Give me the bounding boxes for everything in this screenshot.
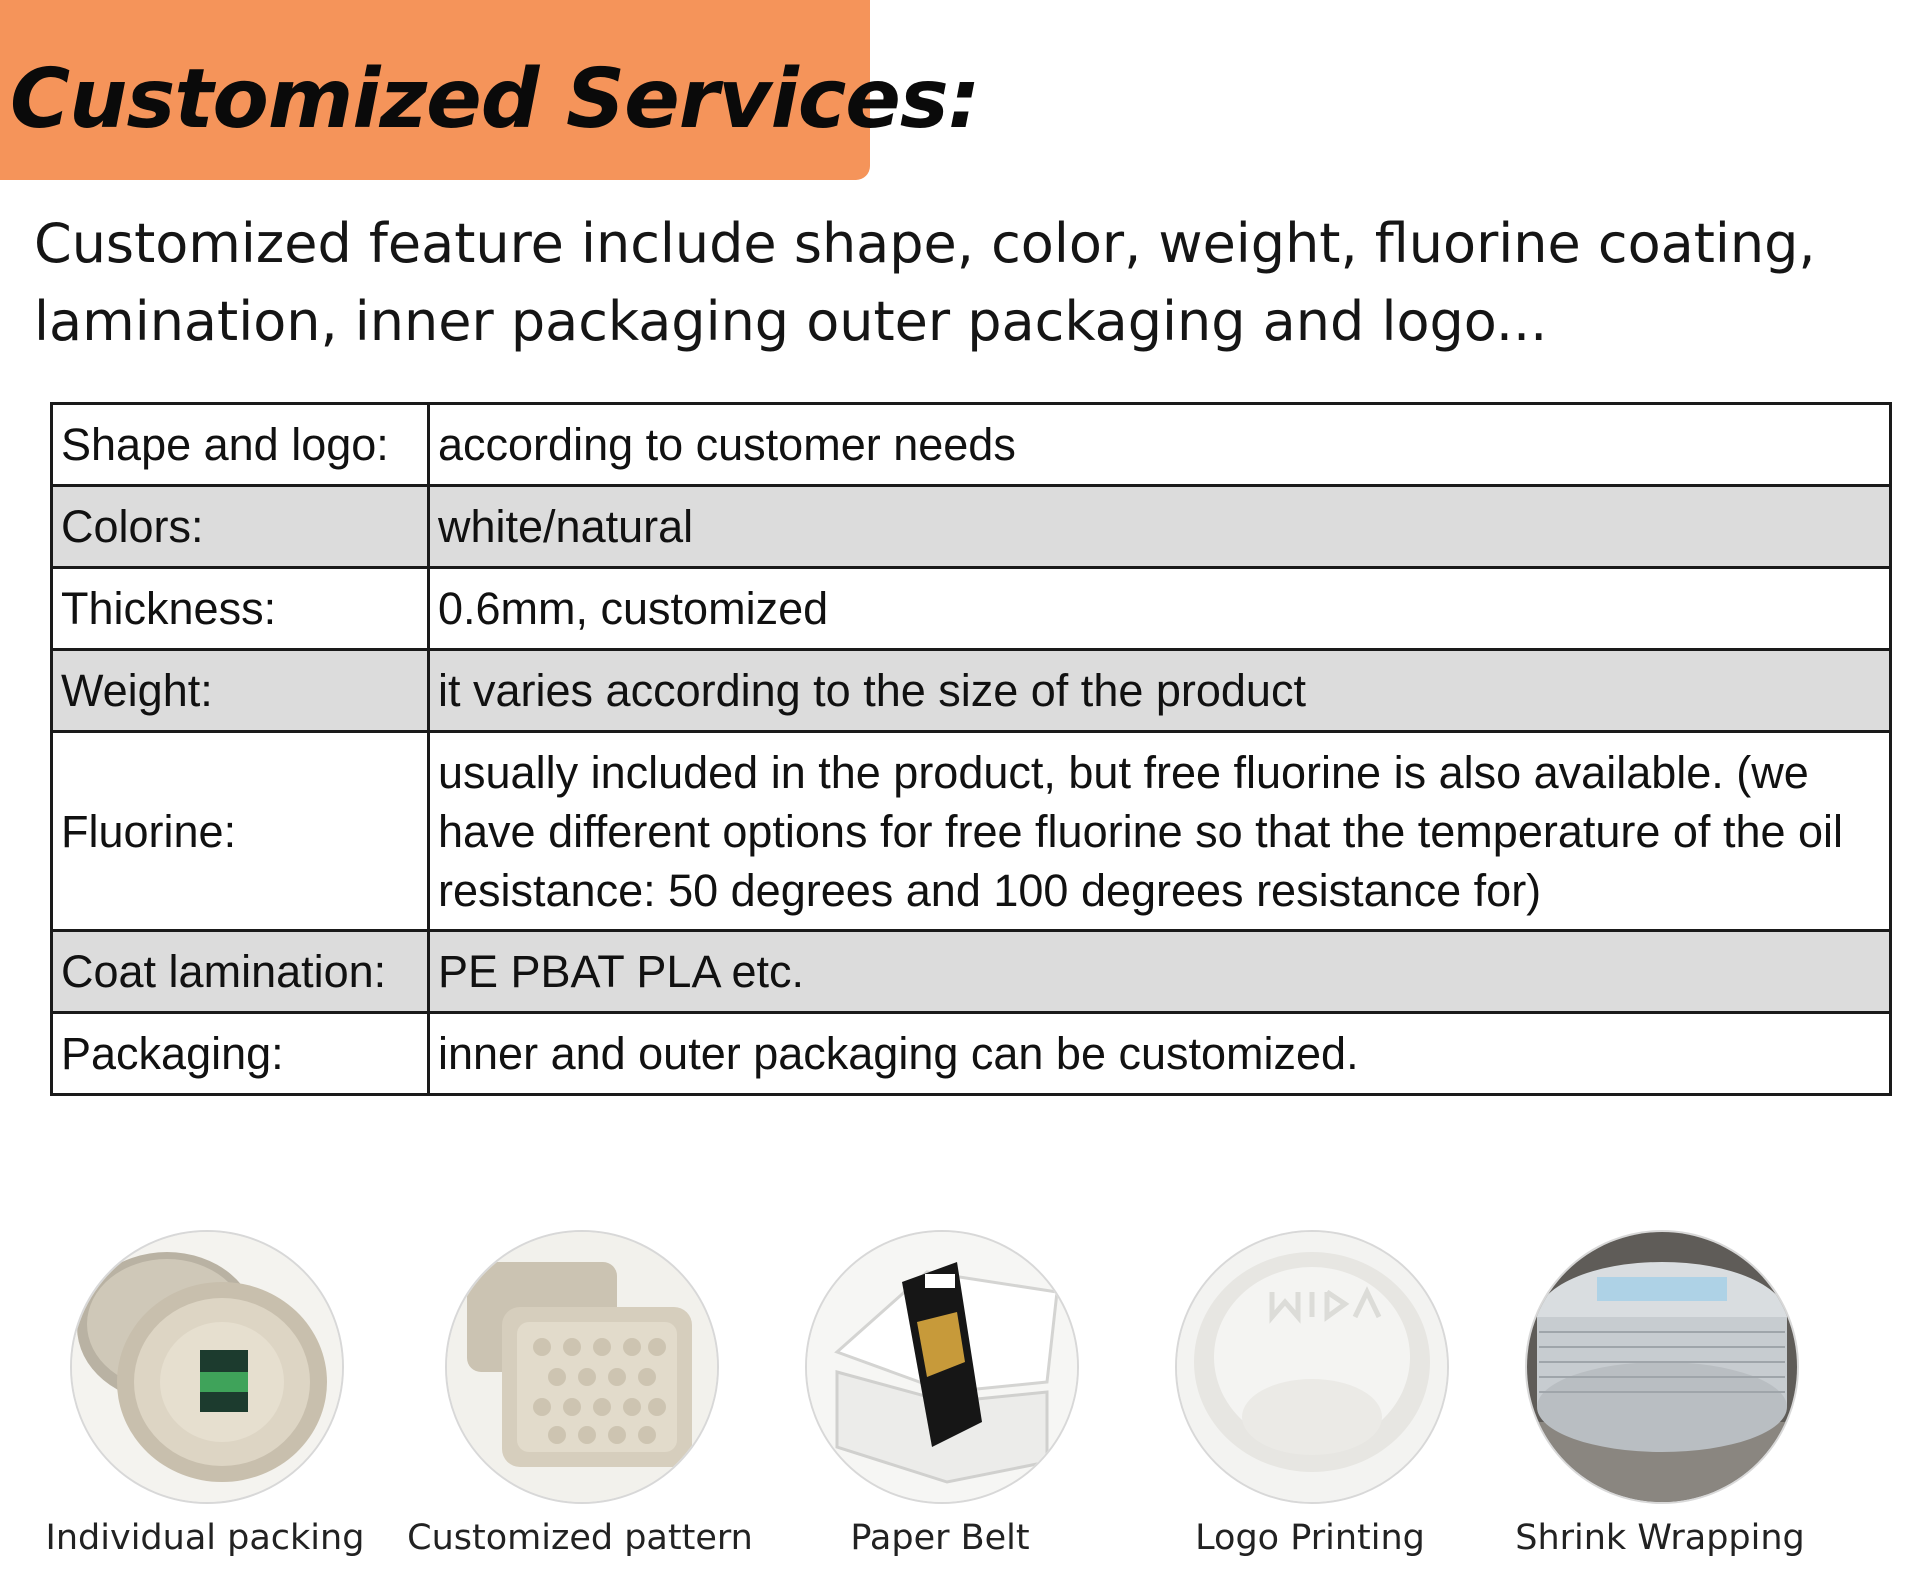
row-label: Colors: <box>52 486 429 568</box>
row-label: Thickness: <box>52 568 429 650</box>
shrink-wrapped-plates-icon <box>1525 1230 1799 1504</box>
product-gallery <box>0 1220 1920 1560</box>
table-row <box>52 486 1891 568</box>
page-title: Customized Services: <box>10 52 980 147</box>
gallery-caption: Shrink Wrapping <box>1515 1518 1805 1558</box>
row-value: according to customer needs <box>429 404 1891 486</box>
gallery-caption: Individual packing <box>45 1518 365 1558</box>
clamshell-box-icon <box>805 1230 1079 1504</box>
spec-table <box>50 402 1892 1096</box>
row-value: it varies according to the size of the product <box>429 650 1891 732</box>
gallery-item <box>400 1220 760 1560</box>
gallery-item <box>1130 1220 1490 1560</box>
row-value: white/natural <box>429 486 1891 568</box>
table-row <box>52 404 1891 486</box>
table-row <box>52 650 1891 732</box>
patterned-tray-icon <box>445 1230 719 1504</box>
row-label: Coat lamination: <box>52 931 429 1013</box>
row-label: Packaging: <box>52 1013 429 1095</box>
row-label: Weight: <box>52 650 429 732</box>
gallery-caption: Paper Belt <box>850 1518 1030 1558</box>
table-row <box>52 568 1891 650</box>
row-value: PE PBAT PLA etc. <box>429 931 1891 1013</box>
embossed-logo-bowl-icon <box>1175 1230 1449 1504</box>
table-row <box>52 732 1891 931</box>
row-value: usually included in the product, but free fluorine is also available. (we have different options for free fluorine so that the temperature of the oil resistance: 50 degrees and 100 degrees resistance for) <box>429 732 1891 931</box>
row-label: Fluorine: <box>52 732 429 931</box>
stacked-plates-icon <box>70 1230 344 1504</box>
row-value: 0.6mm, customized <box>429 568 1891 650</box>
intro-text: Customized feature include shape, color, weight, fluorine coating, lamination, inner packaging outer packaging and logo... <box>34 212 1816 353</box>
title-banner <box>0 0 980 180</box>
gallery-caption: Logo Printing <box>1195 1518 1425 1558</box>
table-row <box>52 1013 1891 1095</box>
gallery-caption: Customized pattern <box>407 1518 753 1558</box>
gallery-item <box>25 1220 385 1560</box>
gallery-item <box>760 1220 1120 1560</box>
row-label: Shape and logo: <box>52 404 429 486</box>
table-row <box>52 931 1891 1013</box>
row-value: inner and outer packaging can be customized. <box>429 1013 1891 1095</box>
gallery-item <box>1480 1220 1840 1560</box>
